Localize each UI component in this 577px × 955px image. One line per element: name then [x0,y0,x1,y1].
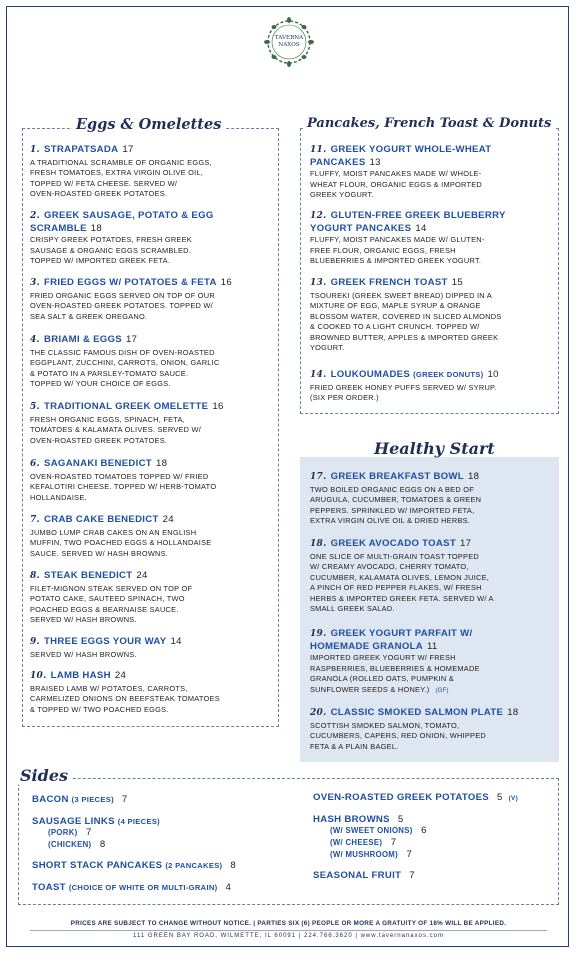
footer-divider [30,930,547,931]
description-line: FETA & A PLAIN BAGEL. [310,741,399,751]
item-price: 17 [122,144,134,155]
item-title-row [310,538,558,551]
item-description [310,235,558,267]
side-bacon [32,794,128,805]
description-line: & COOKED TO A LIGHT CRUNCH. TOPPED W/ [310,322,480,332]
item-title: GREEK AVOCADO TOAST [330,538,457,549]
item-number: 4. [30,335,40,345]
item-title-row [30,636,276,649]
item-description [30,158,276,200]
description-line: TOPPED W/ IMPORTED GREEK FETA. [30,256,171,266]
item-title-row [30,144,276,157]
description-line: SAUCE. SERVED W/ HASH BROWNS. [30,548,169,558]
item-number: 2. [30,211,40,221]
side-hash-mushroom-label: (W/ MUSHROOM) [330,850,398,859]
item-title-line2: YOGURT PANCAKES [310,222,412,234]
item-title: LOUKOUMADES [330,369,411,380]
item-title-row [30,514,276,527]
item-description [310,291,558,355]
item-number: 14. [310,370,327,380]
item-number: 13. [310,278,327,288]
item-number: 9. [30,637,40,647]
eggs-menu-item [30,334,276,390]
side-fruit [313,870,415,881]
item-title-row [310,144,558,168]
description-line [310,685,558,697]
item-subtitle: (GREEK DONUTS) [413,370,484,379]
description-line: FRESH TOMATOES, EXTRA VIRGIN OLIVE OIL, [30,168,204,178]
side-sausage-pork-label: (PORK) [48,828,78,837]
item-title: BRIAMI & EGGS [44,334,122,345]
item-title: GLUTEN-FREE GREEK BLUEBERRY [330,210,506,221]
item-title: LAMB HASH [50,670,111,681]
side-toast-price: 4 [225,882,232,893]
description-line: FRIED GREEK HONEY PUFFS SERVED W/ SYRUP. [310,382,497,392]
item-number: 3. [30,278,40,288]
eggs-menu-item [30,670,276,715]
description-line: BLUEBERRIES & IMPORTED GREEK YOGURT. [310,256,482,266]
description-line: CRISPY GREEK POTATOES, FRESH GREEK [30,235,192,244]
description-line: HOLLANDAISE. [30,492,87,502]
footer-notice: PRICES ARE SUBJECT TO CHANGE WITHOUT NOTICE. | PARTIES SIX (6) PEOPLE OR MORE A GRATUITY OF 18% WILL BE APPLIED. [70,920,507,927]
logo-text: TAVERNA NAXOS [274,35,304,48]
item-title: SAGANAKI BENEDICT [44,458,152,469]
pancakes-menu-item [310,144,558,201]
description-line: & TOPPED W/ TWO POACHED EGGS. [30,704,169,714]
side-potatoes [313,792,518,803]
side-sausage [32,816,160,827]
item-title-line2: SCRAMBLE [30,222,87,234]
item-description [310,721,558,753]
eggs-menu-item [30,277,276,322]
item-title-row [310,628,558,652]
item-price: 11 [427,640,438,652]
gf-tag: (GF) [435,687,449,694]
item-title: TRADITIONAL GREEK OMELETTE [44,401,209,412]
side-potatoes-tag: (V) [508,795,519,802]
description-line: BROWNED BUTTER, APPLES & IMPORTED GREEK [310,332,499,342]
side-bacon-price: 7 [121,794,128,805]
description-line: OVEN-ROASTED GREEK POTATOES. [30,435,168,445]
description-line: (SIX PER ORDER.) [310,393,379,403]
item-price: 16 [212,401,224,412]
side-short-stack-sub: (2 PANCAKES) [165,861,223,870]
side-hash-onions-label: (W/ SWEET ONIONS) [330,826,413,835]
side-sausage-sub: (4 PIECES) [117,817,161,826]
description-line: EGGPLANT, ZUCCHINI, CARROTS, ONION, GARLIC [30,358,220,368]
healthy-heading: Healthy Start [374,439,495,458]
item-title: CRAB CAKE BENEDICT [44,514,159,525]
item-price: 14 [415,222,427,234]
item-title-row [30,210,276,234]
description-line: IMPORTED GREEK YOGURT W/ FRESH [310,653,456,662]
description-line: CARMELIZED ONIONS ON BEEFSTEAK TOMATOES [30,694,220,704]
item-title: THREE EGGS YOUR WAY [44,636,167,647]
item-number: 5. [30,402,40,412]
description-line: POTATO CAKE, SAUTEED SPINACH, TWO [30,594,185,604]
item-number: 18. [310,539,327,549]
item-title-row [310,210,558,234]
description-line: POACHED EGGS & BEARNAISE SAUCE. [30,604,179,614]
item-number: 1. [30,145,40,155]
description-line: TSOUREKI (GREEK SWEET BREAD) DIPPED IN A [310,290,492,300]
item-number: 12. [310,211,327,221]
item-price: 14 [170,636,182,647]
item-description [30,584,276,626]
description-line: FILET-MIGNON STEAK SERVED ON TOP OF [30,583,193,593]
item-title: STEAK BENEDICT [44,570,133,581]
item-title: CLASSIC SMOKED SALMON PLATE [330,707,504,718]
eggs-menu-item [30,514,276,559]
side-potatoes-price: 5 [496,792,503,803]
item-title-row [30,458,276,471]
item-description [30,472,276,504]
sides-heading-text: Sides [20,766,69,785]
description-line: PEPPERS. SPRINKLED W/ IMPORTED FETA, [310,505,475,515]
description-line: WHEAT FLOUR, ORGANIC EGGS & IMPORTED [310,179,483,189]
side-hash-cheese [330,837,396,848]
item-description [30,528,276,560]
item-title: GREEK YOGURT WHOLE-WHEAT [330,144,492,155]
item-price: 24 [162,514,174,525]
description-line: HERBS & IMPORTED GREEK FETA. SERVED W/ A [310,593,494,603]
item-description [310,653,558,696]
side-hash-mushroom [330,849,412,860]
pancakes-menu-item [310,277,558,354]
side-potatoes-label: OVEN-ROASTED GREEK POTATOES [313,792,490,803]
description-line: W/ CREAMY AVOCADO, CHERRY TOMATO, [310,562,469,572]
item-title-row [310,369,558,382]
item-number: 8. [30,571,40,581]
item-price: 24 [114,670,127,681]
description-line: MUFFIN, TWO POACHED EGGS & HOLLANDAISE [30,538,212,548]
side-toast-sub: (CHOICE OF WHITE OR MULTI-GRAIN) [68,883,218,892]
description-line: TOMATOES & KALAMATA OLIVES. SERVED W/ [30,425,202,435]
wreath-logo-icon [263,16,315,68]
item-title-row [310,707,558,720]
description-line: KEFALOTIRI CHEESE. TOPPED W/ HERB-TOMATO [30,482,217,492]
item-number: 11. [310,145,327,155]
side-sausage-label: SAUSAGE LINKS [32,816,115,827]
item-price: 17 [460,538,472,549]
item-price: 18 [507,707,519,718]
description-line: ONE SLICE OF MULTI-GRAIN TOAST TOPPED [310,551,480,561]
description-line: FLUFFY, MOIST PANCAKES MADE W/ WHOLE- [310,169,482,178]
description-line: EXTRA VIRGIN OLIVE OIL & DRIED HERBS. [310,516,471,526]
item-title-line2: HOMEMADE GRANOLA [310,640,423,652]
side-sausage-chicken-label: (CHICKEN) [48,840,92,849]
description-line: FLUFFY, MOIST PANCAKES MADE W/ GLUTEN- [310,235,485,244]
item-price: 18 [155,458,168,469]
item-number: 7. [30,515,40,525]
item-title-row [30,334,276,347]
description-line: SERVED W/ HASH BROWNS. [30,615,137,625]
item-title-row [310,471,558,484]
side-sausage-chicken-price: 8 [99,839,106,850]
eggs-heading: Eggs & Omelettes [72,116,225,133]
side-sausage-pork-price: 7 [86,827,92,838]
description-line: GREEK YOGURT. [310,190,374,200]
description-line: FREE FLOUR, ORGANIC EGGS, FRESH [310,245,456,255]
eggs-menu-item [30,570,276,626]
description-line: A PINCH OF RED PEPPER FLAKES, W/ FRESH [310,583,482,593]
item-description [30,348,276,390]
description-line: FRIED ORGANIC EGGS SERVED ON TOP OF OUR [30,290,215,300]
description-line: TOPPED W/ FETA CHEESE. SERVED W/ [30,178,178,188]
pancakes-menu-item [310,369,558,404]
eggs-menu-item [30,401,276,446]
item-title-line2: PANCAKES [310,156,366,168]
item-title-row [310,277,558,290]
eggs-menu-item [30,210,276,267]
side-hash [313,814,403,825]
side-fruit-price: 7 [409,870,415,881]
description-line: GRANOLA (ROLLED OATS, PUMPKIN & [310,674,454,684]
item-title: GREEK YOGURT PARFAIT W/ [330,628,473,639]
item-description [30,684,276,716]
footer-address: 111 GREEN BAY ROAD, WILMETTE, IL 60091 | 224.766.3620 | www.tavernanaxos.com [133,933,444,939]
item-title-row [30,277,276,290]
side-hash-onions-price: 6 [421,825,427,836]
item-price: 18 [467,471,480,482]
item-number: 17. [310,472,327,482]
side-toast-label: TOAST [32,882,66,893]
item-price: 16 [220,277,232,288]
side-hash-price: 5 [397,814,404,825]
side-hash-label: HASH BROWNS [313,814,390,825]
item-title-row [30,670,276,683]
description-line: OVEN-ROASTED GREEK POTATOES. [30,189,168,199]
item-number: 6. [30,459,40,469]
description-line: YOGURT. [310,343,345,353]
side-hash-cheese-price: 7 [390,837,397,848]
description-line: OVEN-ROASTED TOMATOES TOPPED W/ FRIED [30,471,209,481]
description-line: & POTATO IN A PARSLEY-TOMATO SAUCE. [30,368,189,378]
item-description [30,650,276,661]
item-price: 17 [126,334,138,345]
side-short-stack-label: SHORT STACK PANCAKES [32,860,163,871]
item-title: GREEK BREAKFAST BOWL [330,471,464,482]
item-title-row [30,401,276,414]
description-line: JUMBO LUMP CRAB CAKES ON AN ENGLISH [30,527,197,537]
side-toast [32,882,231,893]
description-line: OVEN-ROASTED GREEK POTATOES. TOPPED W/ [30,301,213,311]
side-hash-cheese-label: (W/ CHEESE) [330,838,383,847]
description-line: ARUGULA, CUCUMBER, TOMATOES & GREEN [310,495,482,505]
item-title: STRAPATSADA [44,144,119,155]
item-description [310,485,558,527]
eggs-menu-item [30,144,276,200]
item-price: 24 [136,570,148,581]
side-bacon-sub: (3 PIECES) [71,795,114,804]
healthy-menu-item [310,471,558,527]
side-sausage-pork [48,827,92,838]
description-line: TWO BOILED ORGANIC EGGS ON A BED OF [310,484,474,494]
item-price: 13 [369,156,381,168]
description-line-text: SUNFLOWER SEEDS & HONEY.) [310,684,430,694]
item-description [30,291,276,323]
description-line: SERVED W/ HASH BROWNS. [30,649,137,659]
item-number: 10. [30,671,47,681]
item-number: 19. [310,629,327,639]
item-number: 20. [310,708,327,718]
item-description [310,383,558,404]
description-line: SCOTTISH SMOKED SALMON, TOMATO, [310,720,460,730]
side-hash-onions [330,825,427,836]
item-title: GREEK FRENCH TOAST [330,277,448,288]
item-title-row [30,570,276,583]
description-line: A TRADITIONAL SCRAMBLE OF ORGANIC EGGS, [30,157,212,167]
side-short-stack-price: 8 [230,860,236,871]
healthy-menu-item [310,628,558,696]
pancakes-heading: Pancakes, French Toast & Donuts [303,116,555,131]
description-line: BLOSSOM WATER, COVERED IN SLICED ALMONDS [310,311,502,321]
pancakes-menu-item [310,210,558,267]
description-line: THE CLASSIC FAMOUS DISH OF OVEN-ROASTED [30,347,215,357]
description-line: SMALL GREEK SALAD. [310,604,395,614]
side-hash-mushroom-price: 7 [406,849,413,860]
description-line: CUCUMBER, KALAMATA OLIVES, LEMON JUICE, [310,572,490,582]
healthy-menu-item [310,538,558,615]
description-line: BRAISED LAMB W/ POTATOES, CARROTS, [30,683,188,693]
item-title: FRIED EGGS W/ POTATOES & FETA [44,277,217,288]
description-line: MIXTURE OF EGG, MAPLE SYRUP & ORANGE [310,301,481,311]
item-description [30,235,276,267]
item-description [30,415,276,447]
item-description [310,552,558,616]
description-line: SEA SALT & GREEK OREGANO. [30,311,148,321]
item-description [310,169,558,201]
description-line: CUCUMBERS, CAPERS, RED ONION, WHIPPED [310,731,486,741]
description-line: TOPPED W/ YOUR CHOICE OF EGGS. [30,379,171,389]
side-sausage-chicken [48,839,106,850]
item-price: 15 [451,277,464,288]
item-title: GREEK SAUSAGE, POTATO & EGG [44,210,214,221]
item-price: 10 [487,369,499,380]
sides-heading [16,766,72,785]
healthy-menu-item [310,707,558,752]
description-line: RASPBERRIES, BLUEBERRIES & HOMEMADE [310,663,480,673]
description-line: FRESH ORGANIC EGGS, SPINACH, FETA, [30,414,185,424]
side-short-stack [32,860,236,871]
eggs-menu-item [30,458,276,503]
side-bacon-label: BACON [32,794,69,805]
item-price: 18 [90,222,103,234]
eggs-menu-item [30,636,276,660]
description-line: SAUSAGE & ORGANIC EGGS SCRAMBLED. [30,245,192,255]
side-fruit-label: SEASONAL FRUIT [313,870,402,881]
